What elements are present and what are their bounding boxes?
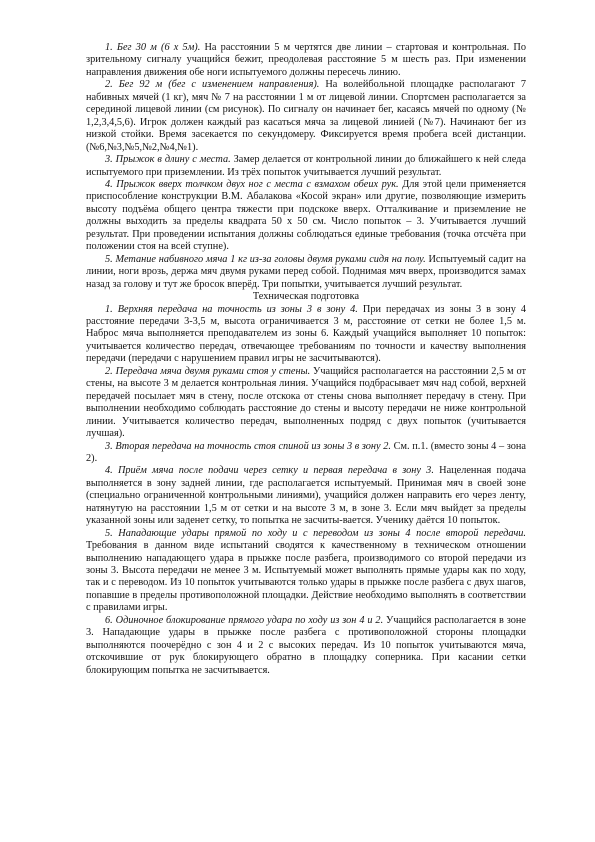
technical-title-4: 4. Приём мяча после подачи через сетку и первая передача в зону 3.	[105, 465, 434, 477]
test-text-3: Замер делается от контрольной линии до ближайшего к ней следа испытуемого при приземлении. Из трёх попыток учитывается лучший результат.	[86, 154, 526, 178]
technical-paragraph-2	[86, 366, 526, 441]
technical-title-6: 6. Одиночное блокирование прямого удара по ходу из зон 4 и 2.	[105, 614, 384, 626]
test-text-5: Испытуемый садит на линии, ноги врозь, держа мяч двумя руками перед собой. Поднимая мяч вверх, производится замах назад за голову и тут же бросок вперёд. Три попытки, учитывается лучший результат.	[86, 253, 526, 290]
document-page	[86, 42, 526, 677]
technical-paragraph-3	[86, 441, 526, 466]
technical-text-3: См. п.1. (вместо зоны 4 – зона 2).	[86, 440, 526, 464]
test-text-2: На волейбольной площадке располагают 7 набивных мячей (1 кг), мяч № 7 на расстоянии 1 м от лицевой линии. Спортсмен располагается за серединой лицевой линии (см рисунок). По сигналу он начинает бег, касаясь мячей по одному (№ 1,2,3,4,5,6). Игрок должен каждый раз касаться мяча за лицевой линией (№7). Начинают бег из низкой стойки. Время засекается по секундомеру. Фиксируется время пробега всей дистанции. (№6,№3,№5,№2,№4,№1).	[86, 79, 526, 153]
technical-title-1: 1. Верхняя передача на точность из зоны 3 в зону 4.	[105, 303, 358, 315]
technical-title-2: 2. Передача мяча двумя руками стоя у стены.	[105, 365, 311, 377]
test-title-3: 3. Прыжок в длину с места.	[105, 154, 231, 166]
technical-title-5: 5. Нападающие удары прямой по ходу и с переводом из зоны 4 после второй передачи.	[105, 527, 526, 539]
technical-title-3: 3. Вторая передача на точность стоя спиной из зоны 3 в зону 2.	[105, 440, 391, 452]
test-title-1: 1. Бег 30 м (6 х 5м).	[105, 42, 201, 53]
test-paragraph-3	[86, 154, 526, 179]
test-paragraph-5	[86, 254, 526, 291]
test-title-4: 4. Прыжок вверх толчком двух ног с места с взмахом обеих рук.	[105, 178, 399, 190]
test-paragraph-1	[86, 42, 526, 79]
test-text-4: Для этой цели применяется приспособление конструкции В.М. Абалакова «Косой экран» или другие, позволяющие измерить высоту подъёма общего центра тяжести при подскоке вверх. Отталкивание и приземление не должны выходить за пределы квадрата 50 х 50 см. Число попыток – 3. Учитывается лучший результат. При проведении испытания должны соблюдаться единые требования (точка отсчёта при положении стоя на всей ступне).	[86, 178, 527, 253]
section-heading: Техническая подготовка	[252, 291, 360, 303]
technical-text-1: При передачах из зоны 3 в зону 4 расстояние передачи 3-3,5 м, высота ограничивается 3 м, расстояние от сетки не более 1,5 м. Наброс мяча выполняется преподавателем из зоны 6. Каждый учащийся выполняет 10 попыток: учитывается количество передач, отвечающее требованиям по точности и качеству выполнения передачи (передачи с нарушением правил игры не засчитываются).	[86, 303, 526, 365]
technical-paragraph-6	[86, 615, 526, 677]
test-title-5: 5. Метание набивного мяча 1 кг из-за головы двумя руками сидя на полу.	[105, 253, 426, 265]
technical-text-4: Нацеленная подача выполняется в зону задней линии, где располагается испытуемый. Принимая мяч в своей зоне (специально ограниченной контрольными линиями), учащийся должен направить его через ленту, натянутую на расстоянии 1,5 м от сетки и на высоте 3 м, в зоне 3. Если мяч выйдет за пределы указанной зоны или заденет сетку, то попытка не засчиты-вается. Ученику даётся 10 попыток.	[86, 465, 526, 527]
technical-paragraph-4	[86, 465, 526, 527]
test-text-1: На расстоянии 5 м чертятся две линии – стартовая и контрольная. По зрительному сигналу учащийся бежит, преодолевая расстояние 5 м шесть раз. При изменении направления движения обе ноги испытуемого должны пересечь линию.	[86, 42, 526, 78]
test-paragraph-2	[86, 79, 526, 154]
technical-paragraph-5	[86, 528, 526, 615]
technical-text-6: Учащийся располагается в зоне 3. Нападающие удары в прыжке после разбега с противоположной стороны площадки выполняются поочерёдно с зон 4 и 2 с высоких передач. Из 10 попыток учитываются мяча, отскочившие от рук блокирующего обратно в площадку соперника. При касании сетки блокирующим попытка не засчитывается.	[86, 614, 526, 676]
technical-text-2: Учащийся располагается на расстоянии 2,5 м от стены, на высоте 3 м делается контрольная линия. Учащийся подбрасывает мяч над собой, верхней передачей посылает мяч в стену, после отскока от стены снова выполняет передачу в стену. При выполнении необходимо соблюдать расстояние до стены и высоту передачи не ниже контрольной линии. Учитывается количество передач, выполненных подряд с двух попыток (учитывается лучшая).	[86, 365, 526, 440]
technical-paragraph-1	[86, 304, 526, 366]
test-title-2: 2. Бег 92 м (бег с изменением направления).	[105, 79, 320, 91]
test-paragraph-4	[86, 179, 526, 254]
technical-text-5: Требования в данном виде испытаний сводятся к качественному в техническом отношении выполнению нападающего удара в прыжке после разбега, производимого со второй передачи из зоны 3. Высота передачи не менее 3 м. Испытуемый может выполнять прямые удары как по ходу, так и с переводом. Из 10 попыток учитываются только удары в прыжке после разбега с двух шагов, попавшие в пределы противоположной площадки. Действие необходимо выполнять в соответствии с правилами игры.	[86, 540, 526, 614]
